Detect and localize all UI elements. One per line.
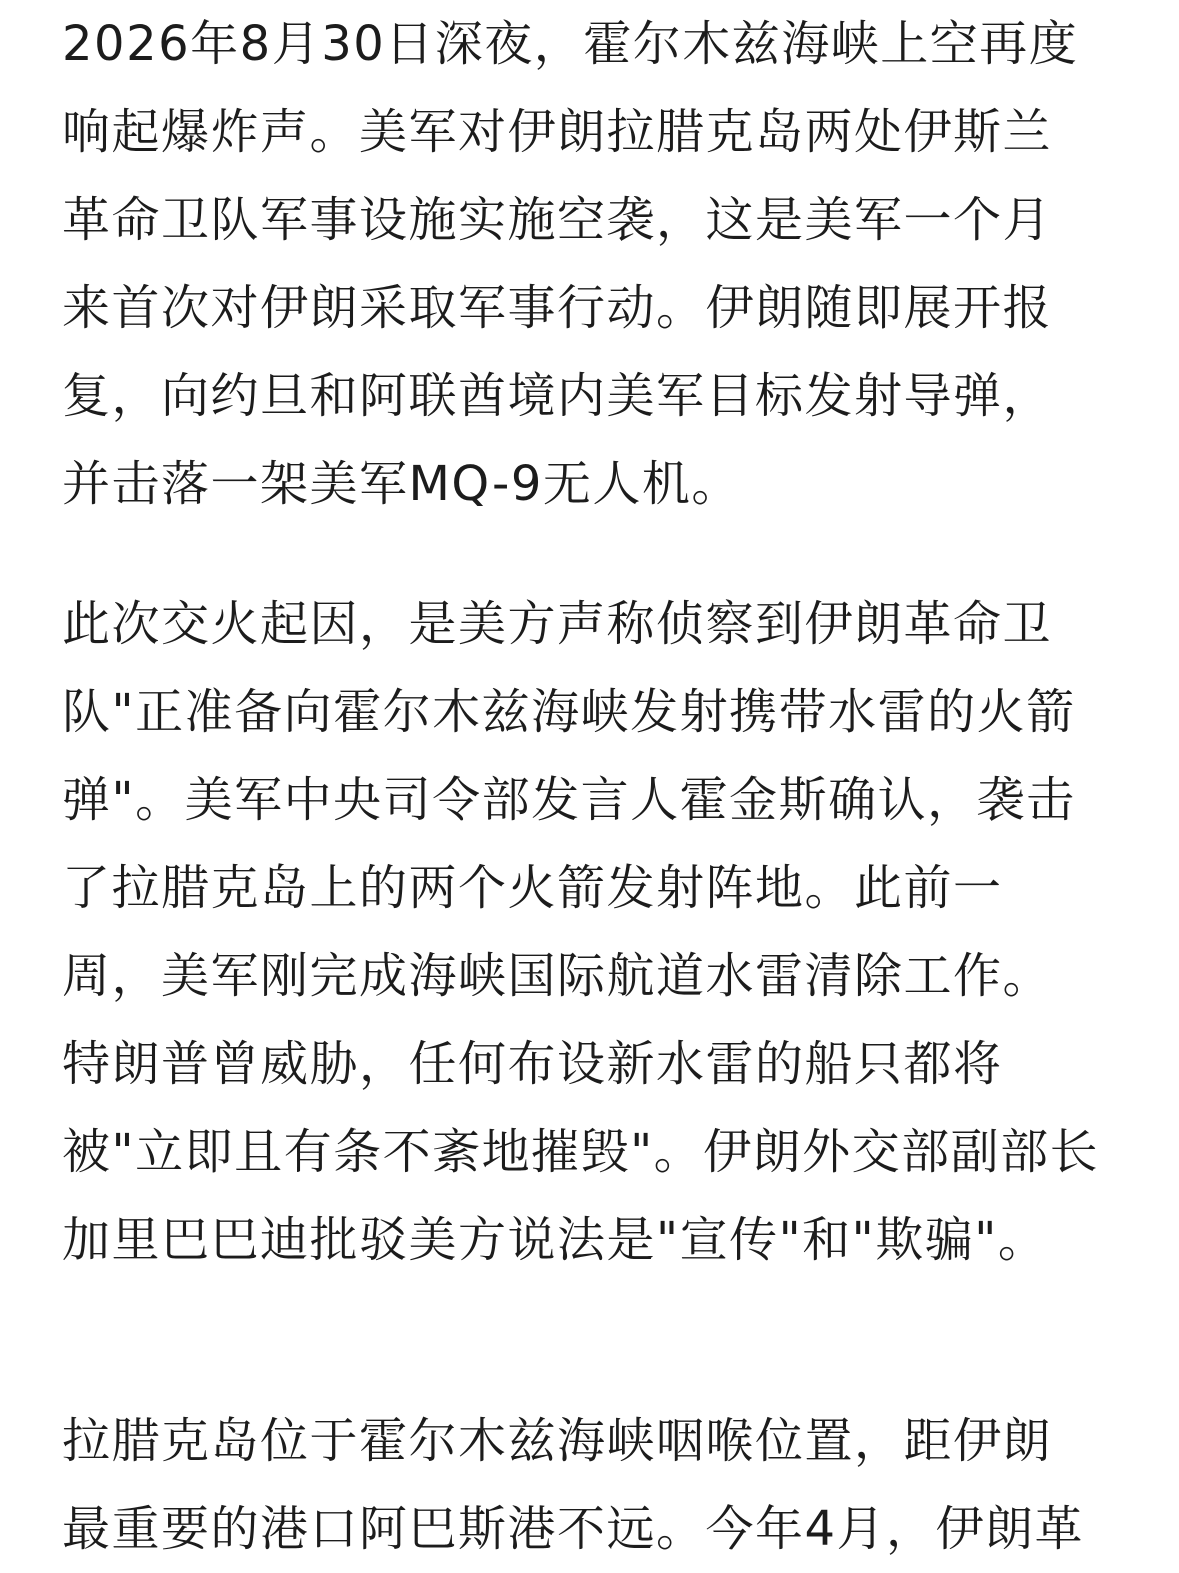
paragraph-2 [62, 580, 1099, 1284]
text-line: 队"正准备向霍尔木兹海峡发射携带水雷的火箭 [62, 684, 1076, 740]
text-line: 加里巴巴迪批驳美方说法是"宣传"和"欺骗"。 [62, 1212, 1048, 1268]
text-line: 弹"。美军中央司令部发言人霍金斯确认，袭击 [62, 772, 1076, 828]
text-line-partial: 最重要的港口阿巴斯港不远。今年4月，伊朗革 [62, 1501, 1085, 1557]
text-line: 周，美军刚完成海峡国际航道水雷清除工作。 [62, 948, 1053, 1004]
paragraph-3 [62, 1397, 1084, 1573]
text-line: 来首次对伊朗采取军事行动。伊朗随即展开报 [62, 280, 1053, 336]
paragraph-1 [62, 0, 1078, 528]
text-line: 复，向约旦和阿联酋境内美军目标发射导弹， [62, 368, 1053, 424]
text-line: 拉腊克岛位于霍尔木兹海峡咽喉位置，距伊朗 [62, 1413, 1053, 1469]
text-line: 此次交火起因，是美方声称侦察到伊朗革命卫 [62, 596, 1053, 652]
text-line: 被"立即且有条不紊地摧毁"。伊朗外交部副部长 [62, 1124, 1100, 1180]
text-line: 响起爆炸声。美军对伊朗拉腊克岛两处伊斯兰 [62, 104, 1053, 160]
text-line: 并击落一架美军MQ-9无人机。 [62, 456, 741, 512]
text-line: 了拉腊克岛上的两个火箭发射阵地。此前一 [62, 860, 1003, 916]
text-line: 2026年8月30日深夜，霍尔木兹海峡上空再度 [62, 16, 1079, 72]
text-line: 革命卫队军事设施实施空袭，这是美军一个月 [62, 192, 1053, 248]
text-line: 特朗普曾威胁，任何布设新水雷的船只都将 [62, 1036, 1003, 1092]
